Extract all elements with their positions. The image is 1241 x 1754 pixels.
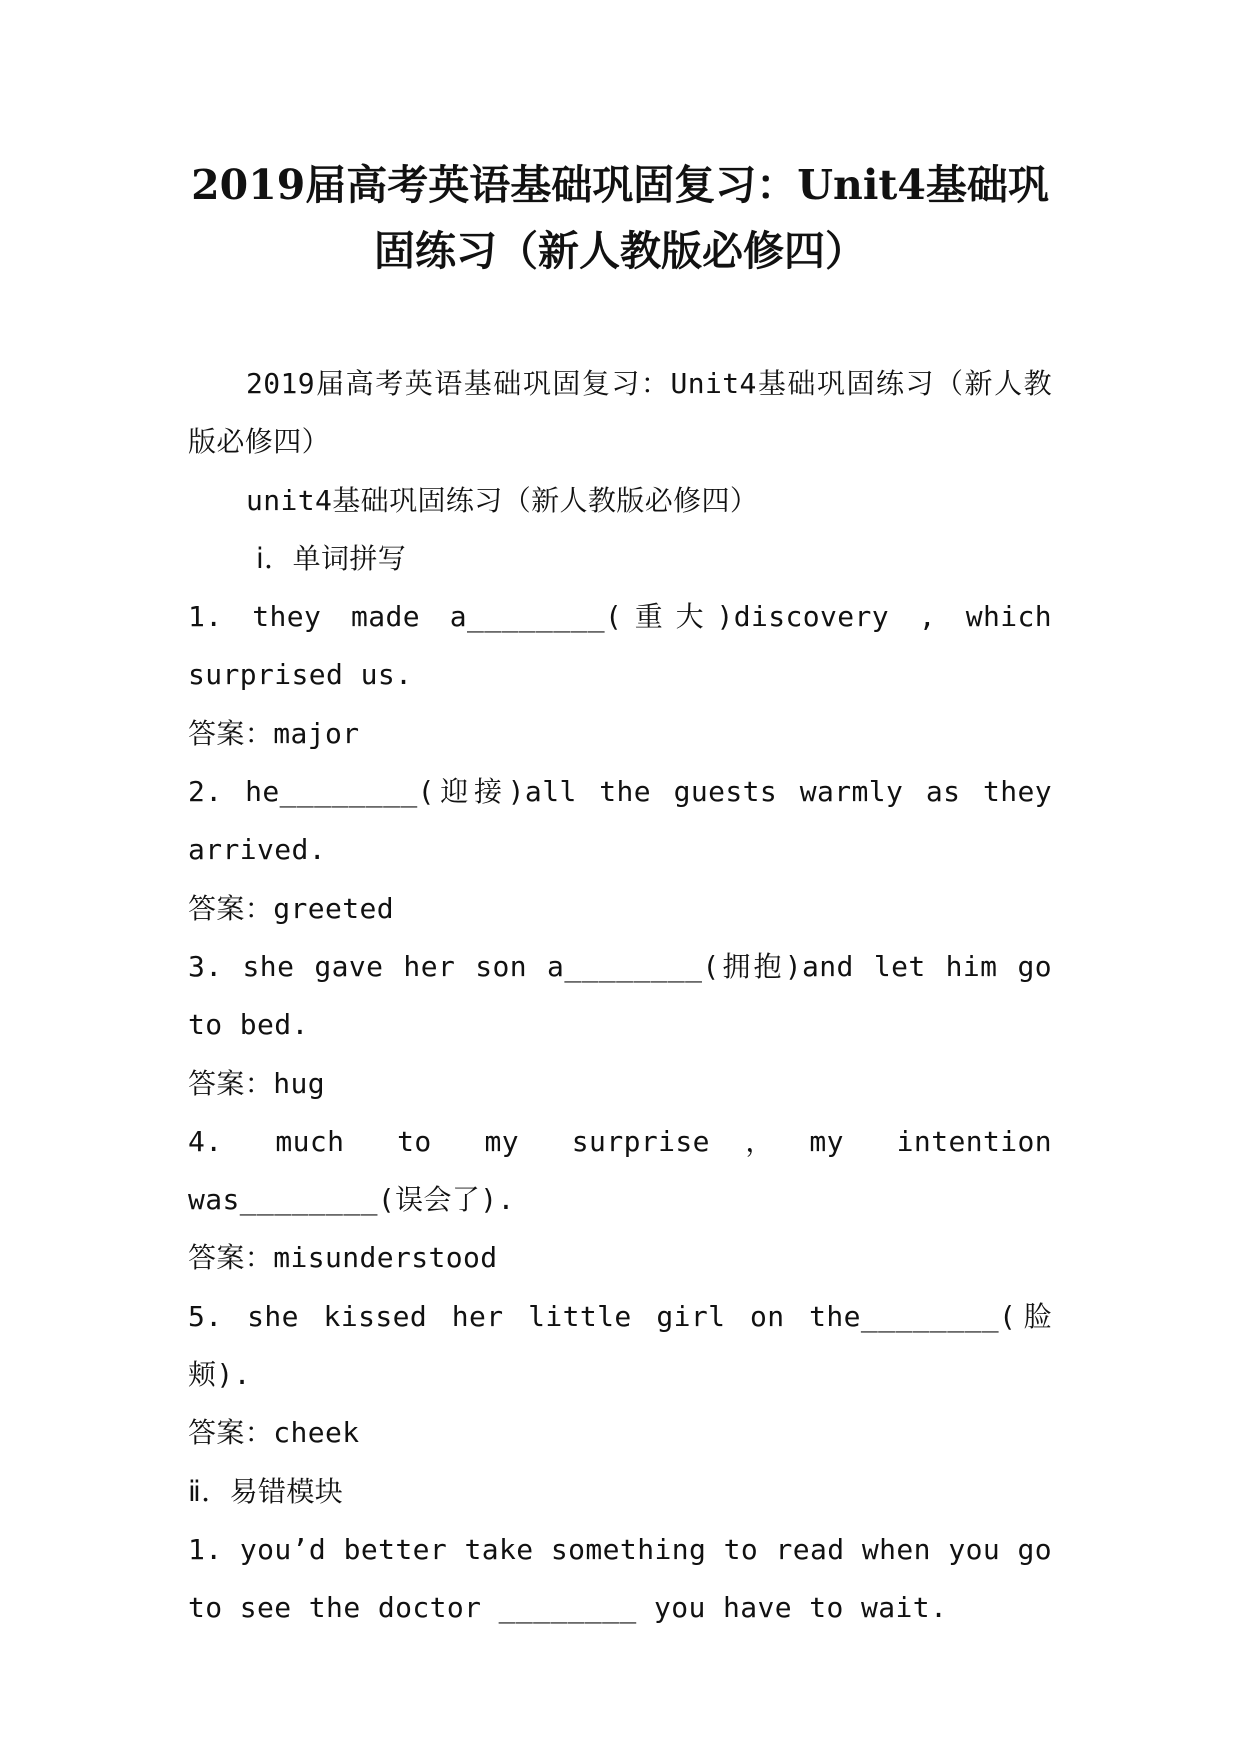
subtitle-paragraph: unit4基础巩固练习（新人教版必修四） [246,483,759,517]
document-body [188,355,1052,1638]
section2-question-1: 1. you’d better take something to read when you go to see the doctor ________ you have to wait. [188,1532,1052,1625]
answer-2: 答案：greeted [188,891,395,925]
question-2: 2. he________(迎接)all the guests warmly as they arrived. [188,775,1052,867]
question-4: 4. much to my surprise，my intention was________(误会了). [188,1124,1052,1217]
question-3: 3. she gave her son a________(拥抱)and let him go to bed. [188,949,1052,1042]
document-title: 2019届高考英语基础巩固复习：Unit4基础巩固练习（新人教版必修四） [191,161,1049,275]
section-heading-spelling: ⅰ．单词拼写 [256,541,407,575]
answer-4: 答案：misunderstood [188,1241,498,1275]
answer-5: 答案：cheek [188,1416,360,1450]
intro-paragraph: 2019届高考英语基础巩固复习：Unit4基础巩固练习（新人教版必修四） [188,367,1052,459]
answer-1: 答案：major [188,716,360,750]
section-heading-error-prone: ⅱ．易错模块 [188,1474,344,1508]
answer-3: 答案：hug [188,1066,325,1100]
question-5: 5. she kissed her little girl on the________(脸颊). [188,1299,1052,1392]
question-1: 1. they made a________(重大)discovery , which surprised us. [188,600,1052,692]
